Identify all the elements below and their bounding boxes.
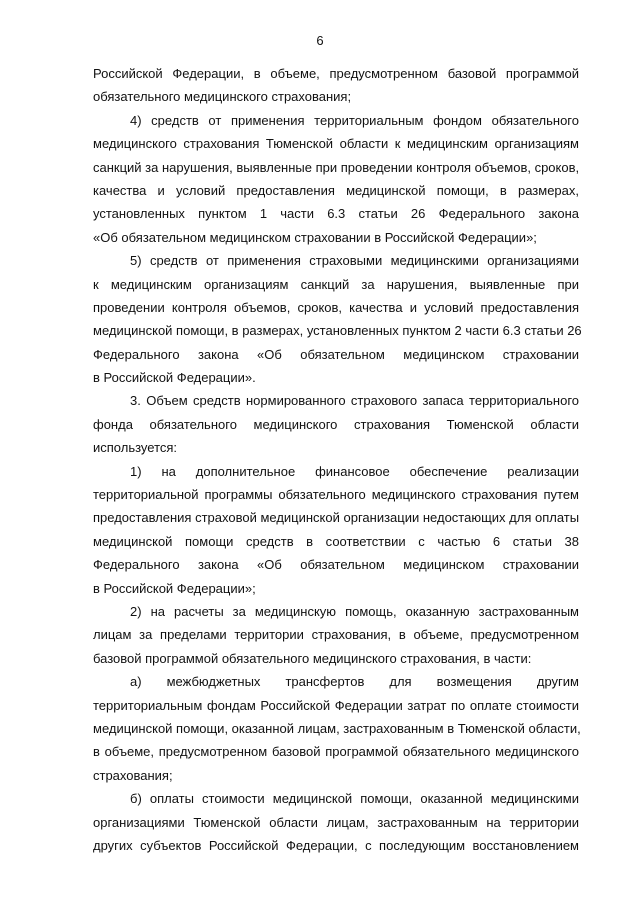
- text-line: проведении контроля объемов, сроков, качества и условий предоставления: [93, 299, 579, 315]
- text-line: «Об обязательном медицинском страховании в Российской Федерации»;: [93, 229, 537, 245]
- text-line: медицинской помощи, в размерах, установленных пунктом 2 части 6.3 статьи 26: [93, 323, 582, 339]
- text-line: в объеме, предусмотренном базовой программой обязательного медицинского: [93, 744, 579, 760]
- text-line: организациями Тюменской области лицам, застрахованным на территории: [93, 814, 579, 830]
- text-line: медицинской помощи средств в соответствии с частью 6 статьи 38: [93, 533, 579, 549]
- text-line: медицинского страхования Тюменской области к медицинским организациям: [93, 136, 579, 152]
- text-line: Федерального закона «Об обязательном медицинском страховании: [93, 557, 579, 573]
- text-line: 2) на расчеты за медицинскую помощь, оказанную застрахованным: [130, 603, 579, 619]
- page-number: 6: [316, 33, 324, 48]
- text-line: а) межбюджетных трансфертов для возмещения другим: [130, 674, 579, 690]
- text-line: территориальной программы обязательного медицинского страхования путем: [93, 487, 579, 503]
- text-line: 3. Объем средств нормированного страхового запаса территориального: [130, 393, 579, 409]
- text-line: установленных пунктом 1 части 6.3 статьи 26 Федерального закона: [93, 206, 579, 222]
- text-line: предоставления страховой медицинской организации недостающих для оплаты: [93, 510, 580, 526]
- text-line: территориальным фондам Российской Федерации затрат по оплате стоимости: [93, 697, 579, 713]
- text-line: санкций за нарушения, выявленные при проведении контроля объемов, сроков,: [93, 159, 580, 175]
- text-line: 5) средств от применения страховыми медицинскими организациями: [130, 253, 579, 269]
- text-line: качества и условий предоставления медицинской помощи, в размерах,: [93, 182, 579, 198]
- text-line: других субъектов Российской Федерации, с последующим восстановлением: [93, 837, 579, 853]
- text-line: в Российской Федерации»;: [93, 580, 256, 596]
- text-line: фонда обязательного медицинского страхования Тюменской области: [93, 416, 579, 432]
- text-line: к медицинским организациям санкций за нарушения, выявленные при: [93, 276, 579, 292]
- document-body: [93, 62, 582, 857]
- text-line: Федерального закона «Об обязательном медицинском страховании: [93, 346, 579, 362]
- text-line: страхования;: [93, 767, 173, 783]
- text-line: базовой программой обязательного медицинского страхования, в части:: [93, 650, 532, 666]
- text-line: медицинской помощи, оказанной лицам, застрахованным в Тюменской области,: [93, 720, 581, 736]
- text-line: используется:: [93, 440, 178, 456]
- text-line: 1) на дополнительное финансовое обеспечение реализации: [130, 463, 579, 479]
- text-line: обязательного медицинского страхования;: [93, 89, 352, 105]
- text-line: в Российской Федерации».: [93, 370, 256, 386]
- text-line: лицам за пределами территории страхования, в объеме, предусмотренном: [93, 627, 579, 643]
- text-line: Российской Федерации, в объеме, предусмотренном базовой программой: [93, 66, 579, 81]
- text-line: б) оплаты стоимости медицинской помощи, оказанной медицинскими: [130, 791, 579, 807]
- text-line: 4) средств от применения территориальным фондом обязательного: [130, 112, 579, 128]
